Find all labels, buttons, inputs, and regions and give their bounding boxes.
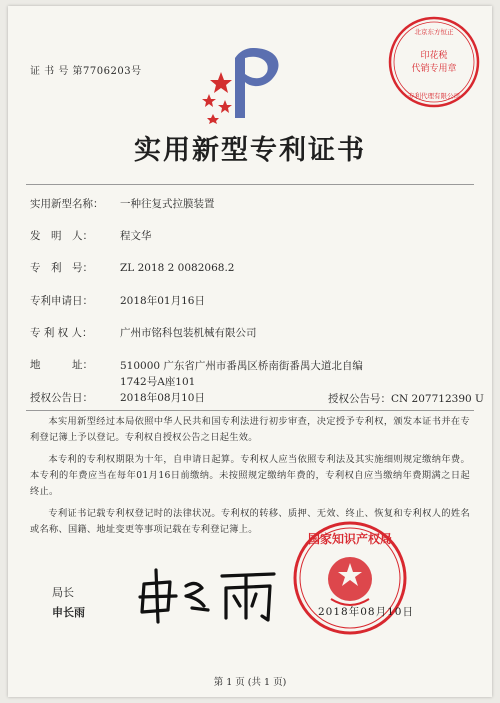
director-signature-icon	[134, 566, 284, 624]
grant-number-row	[328, 391, 484, 406]
patent-number-row	[30, 261, 234, 276]
certificate-page	[8, 6, 492, 697]
grant-date-value: 2018年08月10日	[120, 392, 205, 404]
divider	[26, 410, 474, 411]
grant-date-label: 授权公告日：	[30, 392, 93, 404]
agency-seal-icon	[386, 14, 482, 110]
svg-text:北京东方恒正: 北京东方恒正	[414, 28, 454, 36]
patentee-value: 广州市铭科包装机械有限公司	[120, 327, 257, 339]
patent-number-value: ZL 2018 2 0082068.2	[120, 262, 235, 274]
paragraph-examination: 本实用新型经过本局依照中华人民共和国专利法进行初步审查，决定授予专利权，颁发本证书并在专利登记簿上予以登记。专利权自授权公告之日起生效。	[30, 416, 470, 443]
director-name: 申长雨	[52, 606, 85, 619]
inventor-row	[30, 229, 152, 244]
paragraph-registration: 专利证书记载专利权登记时的法律状况。专利权的转移、质押、无效、终止、恢复和专利权人的姓名或名称、国籍、地址变更等事项记载在专利登记簿上。	[30, 508, 470, 535]
grant-number-value: CN 207712390 U	[391, 393, 484, 405]
utility-name-label: 实用新型名称：	[30, 198, 104, 210]
filing-date-value: 2018年01月16日	[120, 295, 205, 307]
svg-text:国家知识产权局: 国家知识产权局	[307, 532, 393, 546]
address-label: 地 址：	[30, 359, 93, 371]
certificate-number: 证 书 号 第7706203号	[30, 66, 142, 77]
cnipa-logo-icon	[201, 42, 291, 124]
address-value: 510000 广东省广州市番禺区桥南街番禺大道北自编1742号A座101	[120, 360, 363, 388]
patentee-label: 专 利 权 人：	[30, 327, 93, 339]
svg-text:专利代理有限公司: 专利代理有限公司	[408, 92, 460, 100]
grant-date-row	[30, 391, 205, 406]
seal-date: 2018年08月10日	[318, 606, 414, 618]
patent-number-label: 专 利 号：	[30, 262, 93, 274]
filing-date-row	[30, 294, 205, 309]
director-title: 局长	[52, 586, 74, 599]
filing-date-label: 专利申请日：	[30, 295, 93, 307]
paragraph-term: 本专利的专利权期限为十年，自申请日起算。专利权人应当依照专利法及其实施细则规定缴纳年费。本专利的年费应当在每年01月16日前缴纳。未按照规定缴纳年费的，专利权自应当缴纳年费期满之日起终止。	[30, 454, 470, 497]
inventor-value: 程文华	[120, 230, 152, 242]
grant-number-label: 授权公告号：	[328, 393, 391, 405]
svg-text:印花税: 印花税	[420, 51, 448, 61]
utility-name-row	[30, 197, 215, 212]
certificate-title: 实用新型专利证书	[134, 135, 366, 166]
page-footer: 第 1 页 (共 1 页)	[213, 677, 287, 688]
inventor-label: 发 明 人：	[30, 230, 93, 242]
address-row	[30, 358, 120, 373]
patentee-row	[30, 326, 257, 341]
divider	[26, 184, 474, 185]
cnipa-seal-icon	[291, 519, 409, 637]
utility-name-value: 一种往复式拉膜装置	[120, 198, 215, 210]
svg-text:代销专用章: 代销专用章	[411, 64, 457, 74]
